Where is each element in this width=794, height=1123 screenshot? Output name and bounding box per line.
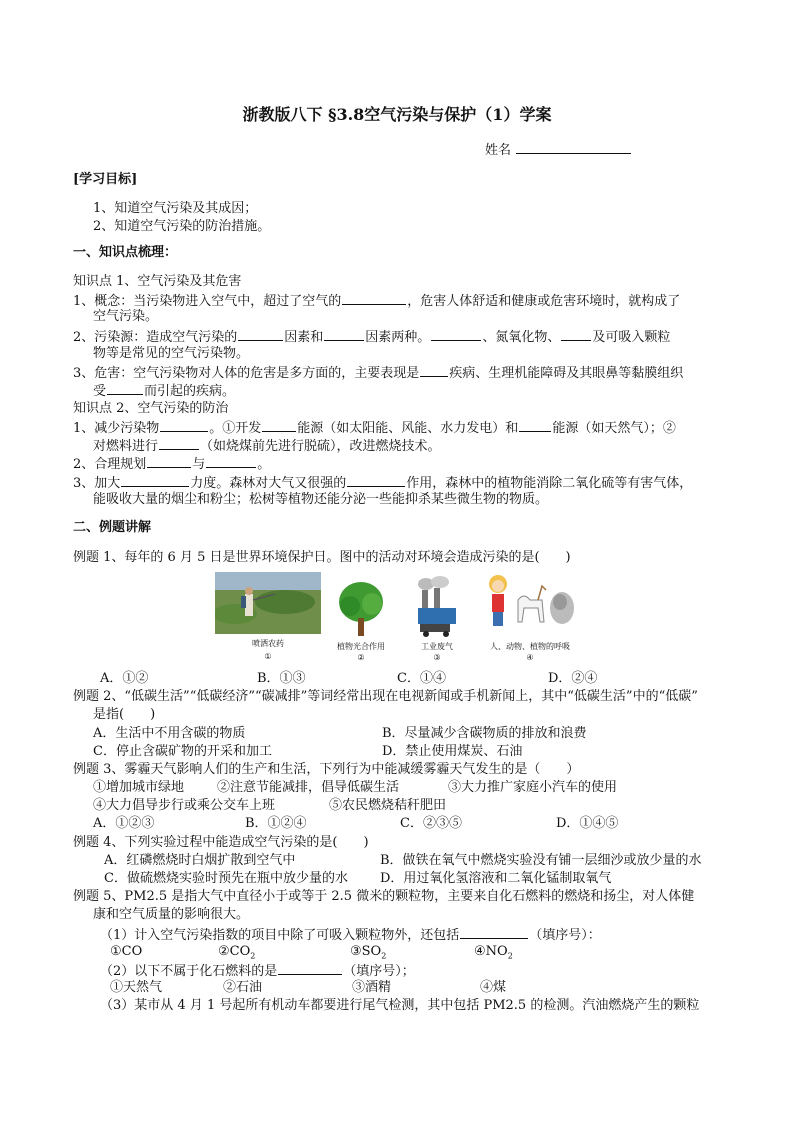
name-blank[interactable]	[516, 141, 631, 154]
q4-option-d[interactable]: D．用过氧化氢溶液和二氧化锰制取氧气	[380, 871, 612, 886]
q3-option-a[interactable]: A．①②③	[93, 816, 155, 831]
caption-num-2: ②	[357, 653, 365, 662]
q1-option-b[interactable]: B．①③	[257, 671, 306, 686]
q5-2-option[interactable]: ②石油	[223, 980, 263, 995]
caption-num-3: ③	[433, 653, 441, 662]
q4-option-a[interactable]: A．红磷燃烧时白烟扩散到空气中	[104, 853, 296, 868]
caption-num-4: ④	[526, 653, 534, 662]
objectives-heading: [学习目标]	[73, 172, 138, 187]
kp1-line3-cont: 受 而引起的疾病。	[93, 384, 236, 399]
tree-photosynthesis-icon	[336, 580, 386, 638]
kp2-line1: 1、减少污染物 。①开发 能源（如太阳能、风能、水力发电）和 能源（如天然气）；②	[73, 421, 676, 436]
q4-option-c[interactable]: C．做硫燃烧实验时预先在瓶中放少量的水	[104, 871, 348, 886]
question-1: 例题 1、每年的 6 月 5 日是世界环境保护日。图中的活动对环境会造成污染的是( )	[73, 550, 571, 565]
q5-part2: （2）以下不属于化石燃料的是 （填序号）；	[100, 964, 415, 979]
q2-option-c[interactable]: C．停止含碳矿物的开采和加工	[93, 744, 272, 759]
factory-exhaust-icon	[414, 576, 460, 638]
kp1-line1: 1、概念：当污染物进入空气中，超过了空气的 ，危害人体舒适和健康或危害环境时，就构成了	[73, 294, 681, 309]
question-5: 例题 5、PM2.5 是指大气中直径小于或等于 2.5 微米的颗粒物，主要来自化石燃料的燃烧和扬尘，对人体健	[73, 889, 695, 904]
kp2-line1-cont: 对燃料进行 （如烧煤前先进行脱硫），改进燃烧技术。	[93, 439, 441, 454]
q3-option-c[interactable]: C．②③⑤	[400, 816, 462, 831]
q2-option-d[interactable]: D．禁止使用煤炭、石油	[382, 744, 523, 759]
q3-item: ③大力推广家庭小汽车的使用	[448, 780, 618, 795]
q1-option-d[interactable]: D．②④	[548, 671, 598, 686]
caption-1: 喷洒农药	[252, 639, 284, 648]
kp1-line2: 2、污染源：造成空气污染的 因素和 因素两种。 、氮氧化物、 及可吸入颗粒	[73, 330, 671, 345]
q2-option-a[interactable]: A．生活中不用含碳的物质	[93, 726, 246, 741]
kp2-line3-cont: 能吸收大量的烟尘和粉尘；松树等植物还能分泌一些能抑杀某些微生物的物质。	[93, 492, 549, 507]
q3-option-b[interactable]: B．①②④	[245, 816, 307, 831]
q5-1-option[interactable]: $④NO_2$	[474, 944, 513, 961]
section2-heading: 二、例题讲解	[73, 520, 152, 535]
q3-item: ②注意节能减排，倡导低碳生活	[217, 780, 400, 795]
q1-option-c[interactable]: C．①④	[397, 671, 446, 686]
q5-2-option[interactable]: ④煤	[480, 980, 507, 995]
q5-1-option[interactable]: ①CO	[110, 944, 143, 959]
objective-item: 1、知道空气污染及其成因；	[93, 201, 258, 216]
caption-num-1: ①	[264, 652, 272, 661]
name-label-text: 姓名	[485, 143, 512, 158]
q5-part1: （1）计入空气污染指数的项目中除了可吸入颗粒物外，还包括 （填序号）：	[100, 928, 601, 943]
kp1-line2-cont: 物等是常见的空气污染物。	[93, 346, 250, 361]
caption-3: 工业废气	[421, 642, 453, 651]
q5-1-option[interactable]: $②CO_2$	[218, 944, 256, 961]
kp2-line2: 2、合理规划 与 。	[73, 457, 271, 472]
page-title: 浙教版八下 §3.8空气污染与保护（1）学案	[242, 105, 552, 124]
kp2-title: 知识点 2、空气污染的防治	[73, 401, 229, 416]
question-5-cont: 康和空气质量的影响很大。	[93, 907, 250, 922]
q1-option-a[interactable]: A．①②	[100, 671, 149, 686]
respiration-icon	[484, 572, 576, 638]
q3-item: ④大力倡导步行或乘公交车上班	[93, 798, 276, 813]
q5-2-option[interactable]: ③酒精	[352, 980, 392, 995]
q3-item: ①增加城市绿地	[93, 780, 185, 795]
kp1-line1-cont: 空气污染。	[93, 309, 159, 324]
q5-part3: （3）某市从 4 月 1 号起所有机动车都要进行尾气检测，其中包括 PM2.5 的检测。汽油燃烧产生的颗粒	[100, 998, 700, 1013]
caption-2: 植物光合作用	[337, 642, 385, 651]
kp2-line3: 3、加大 力度。森林对大气又很强的 作用，森林中的植物能消除二氧化硫等有害气体，	[73, 476, 693, 491]
question-3: 例题 3、雾霾天气影响人们的生产和生活，下列行为中能减缓雾霾天气发生的是（ ）	[73, 762, 580, 777]
q2-option-b[interactable]: B．尽量减少含碳物质的排放和浪费	[382, 726, 587, 741]
kp1-line3: 3、危害：空气污染物对人体的危害是多方面的，主要表现是 疾病、生理机能障碍及其眼鼻等黏膜组织	[73, 366, 684, 381]
kp1-title: 知识点 1、空气污染及其危害	[73, 274, 242, 289]
question-2-cont: 是指( )	[93, 707, 156, 722]
question-2: 例题 2、“低碳生活”“低碳经济”“碳减排”等词经常出现在电视新闻或手机新闻上，其中“低碳生活”中的“低碳”	[73, 689, 698, 704]
caption-4: 人、动物、植物的呼吸	[490, 642, 570, 651]
q5-2-option[interactable]: ①天然气	[110, 980, 163, 995]
name-label	[485, 141, 632, 159]
q5-1-option[interactable]: $③SO_2$	[350, 944, 387, 961]
q3-item: ⑤农民燃烧秸秆肥田	[329, 798, 447, 813]
section1-heading: 一、知识点梳理：	[73, 245, 178, 260]
q4-option-b[interactable]: B．做铁在氧气中燃烧实验没有铺一层细沙或放少量的水	[380, 853, 702, 868]
objective-item: 2、知道空气污染的防治措施。	[93, 219, 271, 234]
q3-option-d[interactable]: D．①④⑤	[556, 816, 619, 831]
question-4: 例题 4、下列实验过程中能造成空气污染的是( )	[73, 835, 369, 850]
spraying-pesticide-photo	[215, 572, 321, 634]
